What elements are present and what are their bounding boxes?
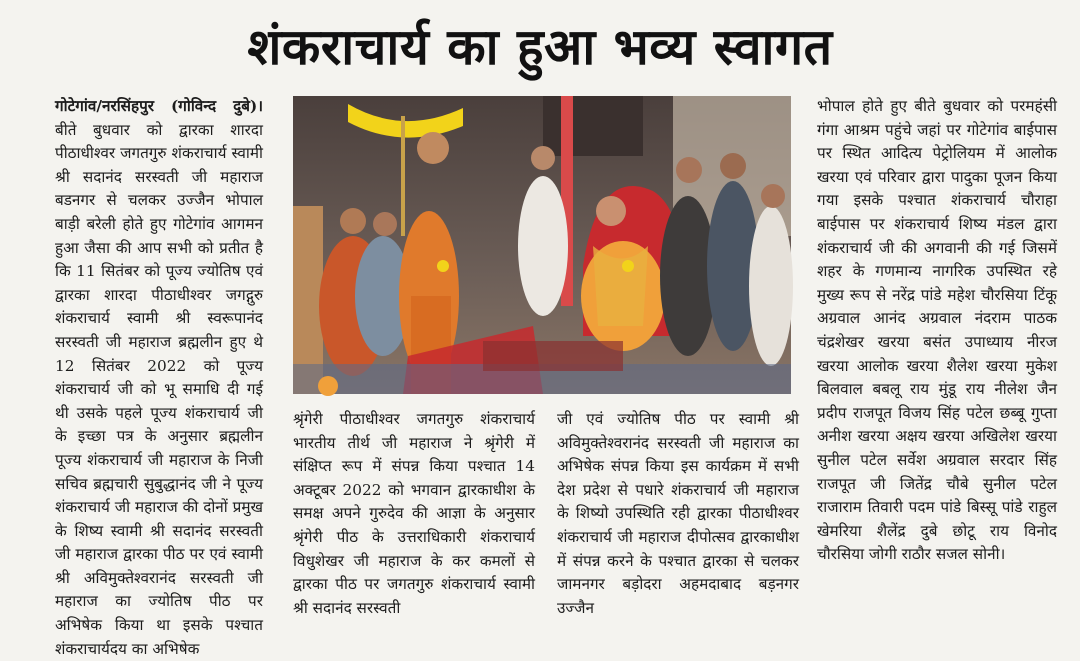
photo-illustration bbox=[293, 96, 791, 394]
article-column-2: श्रृंगेरी पीठाधीश्वर जगतगुरु शंकराचार्य भारतीय तीर्थ जी महाराज ने श्रृंगेरी में संक्षिप्त रूप में संपन्न किया पश्चात 14 अक्टूबर 2022 को भगवान द्वारकाधीश के समक्ष अपने गुरुदेव की आज्ञा के अनुसार श्रृंगेरी पीठ के उत्तराधिकारी शंकराचार्य विधुशेखर जी महाराज के कर कमलों से द्वारका पीठ पर जगतगुरु शंकराचार्य स्वामी श्री सदानंद सरस्वती bbox=[293, 410, 535, 617]
article-column-3: जी एवं ज्योतिष पीठ पर स्वामी श्री अविमुक्तेश्वरानंद सरस्वती जी महाराज का अभिषेक संपन्न किया इस कार्यक्रम में सभी देश प्रदेश से पधारे शंकराचार्य जी महाराज के शिष्यो उपस्थिति रही द्वारका पीठाधीश्वर शंकराचार्य जी महाराज दीपोत्सव द्वारकाधीश में संपन्न करने के पश्चात द्वारका से चलकर जामनगर बड़ोदरा अहमदाबाद बड़नगर उज्जैन bbox=[557, 410, 799, 617]
byline: गोटेगांव/नरसिंहपुर (गोविन्द दुबे)। bbox=[55, 97, 263, 115]
news-photo bbox=[293, 96, 791, 394]
article-text-1: बीते बुधवार को द्वारका शारदा पीठाधीश्वर जगतगुरु शंकराचार्य स्वामी श्री सदानंद सरस्वती जी महाराज बडनगर से चलकर उज्जैन भोपाल बाड़ी बरेली होते हुए गोटेगांव आगमन हुआ जैसा की आप सभी को प्रतीत है कि 11 सितंबर को पूज्य ज्योतिष एवं द्वारका शारदा पीठाधीश्वर जगद्गुरु शंकराचार्य स्वामी श्री स्वरूपानंद सरस्वती जी महाराज ब्रह्मलीन हुए थे 12 सितंबर 2022 को पूज्य शंकराचार्य जी को भू समाधि दी गई थी उसके पहले पूज्य शंकराचार्य जी के इच्छा पत्र के अनुसार ब्रह्मलीन पूज्य शंकराचार्य जी महाराज के निजी सचिव ब्रह्मचारी सुबुद्धानंद जी ने पूज्य शंकराचार्य जी महाराज की दोनों प्रमुख के शिष्य स्वामी श्री सदानंद सरस्वती जी महाराज द्वारका पीठ पर एवं स्वामी श्री अविमुक्तेश्वरानंद सरस्वती जी महाराज का ज्योतिष पीठ पर अभिषेक किया था इसके पश्चात शंकराचार्यदय का अभिषेक bbox=[55, 120, 263, 658]
article-column-1 bbox=[55, 95, 263, 658]
article-column-4: भोपाल होते हुए बीते बुधवार को परमहंसी गंगा आश्रम पहुंचे जहां पर गोटेगांव बाईपास पर स्थित आदित्य पेट्रोलियम में आलोक खरया एवं परिवार द्वारा पादुका पूजन किया गया इसके पश्चात शंकराचार्य चौराहा बाईपास पर शंकराचार्य शिष्य मंडल द्वारा शंकराचार्य जी की अगवानी की गई जिसमें शहर के गणमान्य नागरिक उपस्थित रहे मुख्य रूप से नरेंद्र पांडे महेश चौरसिया टिंकू अग्रवाल आनंद अग्रवाल नंदराम पाठक चंद्रशेखर खरया बसंत उपाध्याय नीरज खरया आलोक खरया शैलेश खरया मुकेश बिलवाल बबलू राय मुंडू राय नीलेश जैन प्रदीप राजपूत विजय सिंह पटेल छब्बू गुप्ता अनीश खरया अक्षय खरया अखिलेश खरया सुनील पटेल सर्वेश अग्रवाल सरदार सिंह राजपूत जी जितेंद्र चौबे सुनील पटेल राजाराम तिवारी पदम पांडे बिस्सू पांडे राहुल खेमरिया शैलेंद्र दुबे छोटू राय विनोद चौरसिया जोगी राठौर सजल सोनी। bbox=[817, 97, 1057, 564]
headline: शंकराचार्य का हुआ भव्य स्वागत bbox=[247, 18, 833, 76]
